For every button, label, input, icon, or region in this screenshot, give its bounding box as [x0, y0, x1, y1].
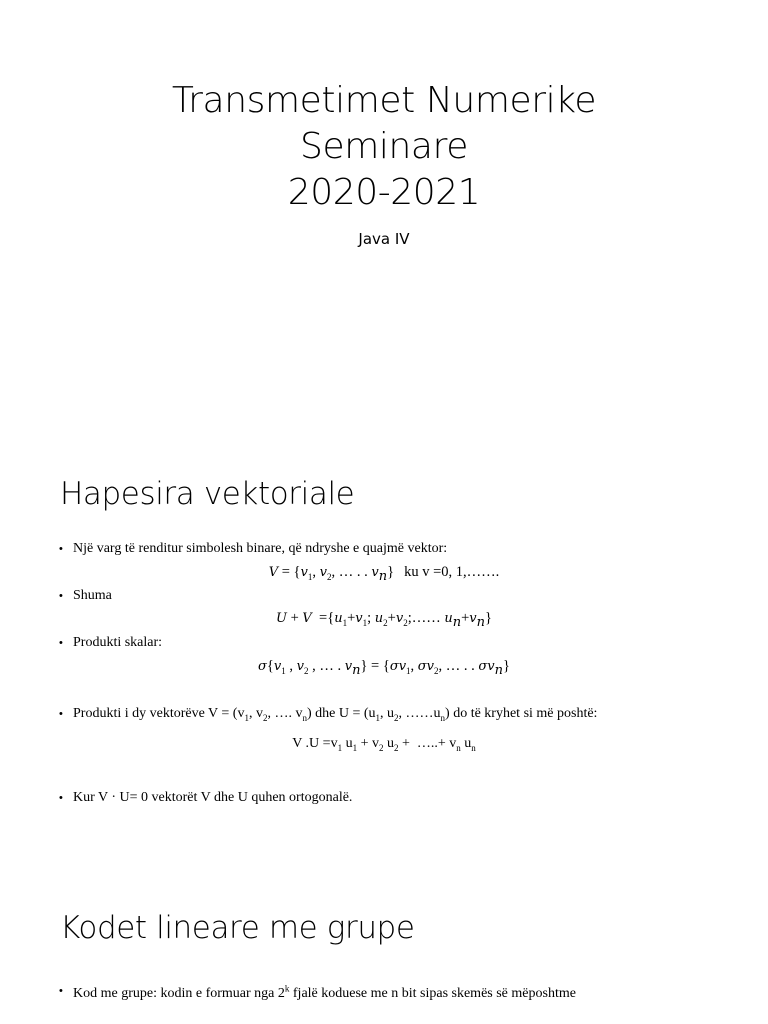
formula-sum: $U + V =\{u_1+v_1$; $u_2+v_2;\dots\dots$ $u_n+v_n$}: [276, 610, 492, 630]
bullet-orthogonal: • Kur V · U= 0 vektorët V dhe U quhen ortogonalë.: [59, 790, 352, 806]
linear-codes-slide: [0, 880, 768, 1024]
title-line-2: Seminare: [300, 126, 468, 167]
vector-space-slide: [0, 440, 768, 880]
bullet-vector-definition: • Një varg të renditur simbolesh binare, që ndryshe e quajmë vektor:: [59, 541, 447, 557]
bullet-scalar-product: • Produkti skalar:: [59, 635, 162, 651]
subtitle: Java IV: [358, 230, 410, 248]
main-title: [0, 78, 768, 216]
formula-product: V $.U =v_1$ $u_1 + v_2$ $u_2$ + …..+ $v_n$ $u_n$: [292, 736, 476, 753]
title-line-1: Transmetimet Numerike: [171, 80, 597, 121]
bullet-sum: • Shuma: [59, 588, 112, 604]
formula-vector: $V = \{v_1$, $v_2$, … . . $v_n$} ku v =0, 1,…….: [268, 564, 500, 584]
bullet-vector-product: • Produkti i dy vektorëve $V = (v_1$, $v_2$, …. $v_n$) dhe $U = (u_1$, $u_2$, $\dots\dots u_n$) do të kryhet si më poshtë:: [59, 706, 597, 723]
title-slide: [0, 0, 768, 440]
section-heading: Hapesira vektoriale: [60, 476, 355, 512]
title-line-3: 2020-2021: [287, 172, 481, 213]
formula-scalar: $\sigma\{v_1$ , $v_2$ , … . $v_n\} = \{\sigma v_1$, $\sigma v_2$, … . . $\sigma v_n$}: [258, 658, 510, 678]
section-heading-2: Kodet lineare me grupe: [60, 910, 415, 946]
bullet-group-code: • Kod me grupe: kodin e formuar nga 2$^k$ fjalë koduese me n bit sipas skemës së mëposhtme: [59, 983, 576, 1002]
